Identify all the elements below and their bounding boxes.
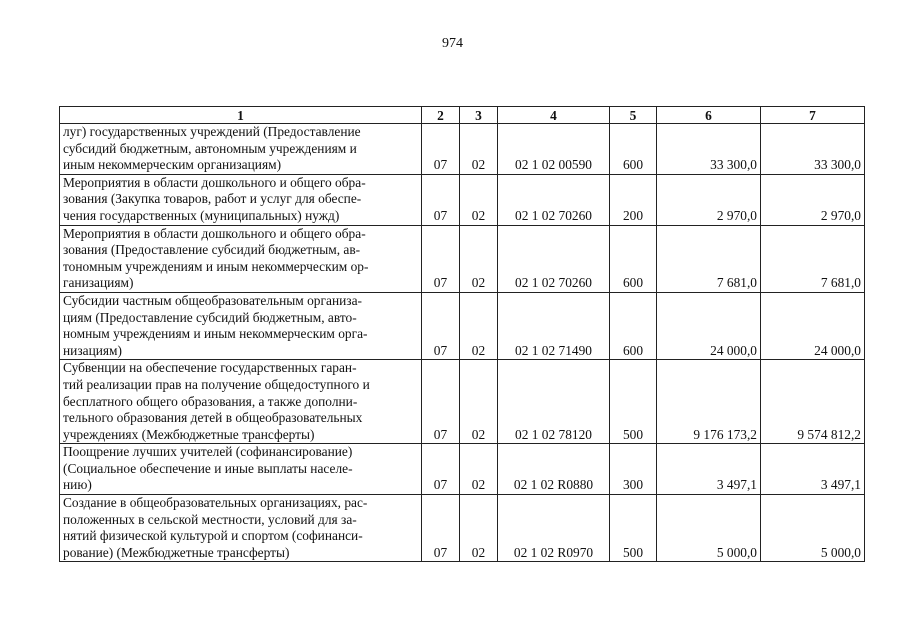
table-row [60, 292, 865, 359]
amount-column-7: 7 681,0 [761, 225, 865, 292]
description-line: Мероприятия в области дошкольного и общего обра- [63, 174, 366, 190]
table-row [60, 360, 865, 444]
subsection-code: 02 [460, 360, 498, 444]
row-description [60, 444, 422, 495]
description-line: бесплатного общего образования, а также дополни- [63, 393, 358, 409]
description-line: иным некоммерческим организациям) [63, 157, 282, 173]
description-line: циям (Предоставление субсидий бюджетным, авто- [63, 309, 357, 325]
row-description [60, 124, 422, 175]
subsection-code: 02 [460, 124, 498, 175]
description-line: рование) (Межбюджетные трансферты) [63, 544, 290, 560]
description-line: субсидий бюджетным, автономным учреждениям и [63, 140, 357, 156]
row-description [60, 292, 422, 359]
table-row [60, 444, 865, 495]
expense-type-code: 600 [610, 292, 657, 359]
expense-type-code: 300 [610, 444, 657, 495]
target-article-code: 02 1 02 78120 [498, 360, 610, 444]
description-line: ганизациям) [63, 275, 134, 291]
subsection-code: 02 [460, 225, 498, 292]
target-article-code: 02 1 02 70260 [498, 225, 610, 292]
expense-type-code: 500 [610, 360, 657, 444]
row-description [60, 174, 422, 225]
description-line: номным учреждениям и иным некоммерческим орга- [63, 326, 368, 342]
expense-type-code: 200 [610, 174, 657, 225]
expense-type-code: 600 [610, 124, 657, 175]
section-code: 07 [422, 174, 460, 225]
section-code: 07 [422, 225, 460, 292]
description-line: Мероприятия в области дошкольного и общего обра- [63, 225, 366, 241]
amount-column-7: 2 970,0 [761, 174, 865, 225]
target-article-code: 02 1 02 R0970 [498, 495, 610, 562]
amount-column-6: 7 681,0 [657, 225, 761, 292]
description-line: тономным учреждениям и иным некоммерческим ор- [63, 258, 369, 274]
section-code: 07 [422, 495, 460, 562]
section-code: 07 [422, 444, 460, 495]
description-line: учреждениях (Межбюджетные трансферты) [63, 426, 315, 442]
table-row [60, 225, 865, 292]
section-code: 07 [422, 292, 460, 359]
column-header: 7 [761, 107, 865, 124]
subsection-code: 02 [460, 174, 498, 225]
row-description [60, 225, 422, 292]
description-line: тельного образования детей в общеобразовательных [63, 410, 363, 426]
table-body [60, 124, 865, 562]
amount-column-7: 24 000,0 [761, 292, 865, 359]
description-line: Субсидии частным общеобразовательным организа- [63, 292, 362, 308]
description-line: нию) [63, 477, 92, 493]
description-line: нятий физической культурой и спортом (софинанси- [63, 528, 363, 544]
column-header: 1 [60, 107, 422, 124]
description-line: Создание в общеобразовательных организациях, рас- [63, 495, 368, 511]
target-article-code: 02 1 02 R0880 [498, 444, 610, 495]
target-article-code: 02 1 02 00590 [498, 124, 610, 175]
amount-column-6: 5 000,0 [657, 495, 761, 562]
description-line: (Социальное обеспечение и иные выплаты населе- [63, 460, 353, 476]
column-header: 2 [422, 107, 460, 124]
target-article-code: 02 1 02 70260 [498, 174, 610, 225]
amount-column-7: 33 300,0 [761, 124, 865, 175]
description-line: низациям) [63, 342, 122, 358]
subsection-code: 02 [460, 292, 498, 359]
description-line: луг) государственных учреждений (Предоставление [63, 124, 361, 139]
column-header: 4 [498, 107, 610, 124]
amount-column-6: 24 000,0 [657, 292, 761, 359]
amount-column-6: 3 497,1 [657, 444, 761, 495]
amount-column-6: 9 176 173,2 [657, 360, 761, 444]
description-line: Субвенции на обеспечение государственных гаран- [63, 360, 357, 376]
description-line: тий реализации прав на получение общедоступного и [63, 376, 370, 392]
description-line: чения государственных (муниципальных) нужд) [63, 207, 340, 223]
table-row [60, 495, 865, 562]
row-description [60, 360, 422, 444]
subsection-code: 02 [460, 495, 498, 562]
column-header: 3 [460, 107, 498, 124]
column-header: 5 [610, 107, 657, 124]
budget-table [59, 106, 865, 562]
amount-column-6: 2 970,0 [657, 174, 761, 225]
description-line: зования (Предоставление субсидий бюджетным, ав- [63, 242, 361, 258]
table-row [60, 124, 865, 175]
row-description [60, 495, 422, 562]
description-line: Поощрение лучших учителей (софинансирование) [63, 444, 353, 460]
subsection-code: 02 [460, 444, 498, 495]
amount-column-7: 5 000,0 [761, 495, 865, 562]
expense-type-code: 600 [610, 225, 657, 292]
section-code: 07 [422, 360, 460, 444]
amount-column-6: 33 300,0 [657, 124, 761, 175]
target-article-code: 02 1 02 71490 [498, 292, 610, 359]
description-line: положенных в сельской местности, условий для за- [63, 511, 357, 527]
table-row [60, 174, 865, 225]
page-number: 974 [442, 36, 463, 51]
column-header: 6 [657, 107, 761, 124]
expense-type-code: 500 [610, 495, 657, 562]
description-line: зования (Закупка товаров, работ и услуг для обеспе- [63, 191, 362, 207]
amount-column-7: 9 574 812,2 [761, 360, 865, 444]
table-header-row [60, 107, 865, 124]
section-code: 07 [422, 124, 460, 175]
amount-column-7: 3 497,1 [761, 444, 865, 495]
